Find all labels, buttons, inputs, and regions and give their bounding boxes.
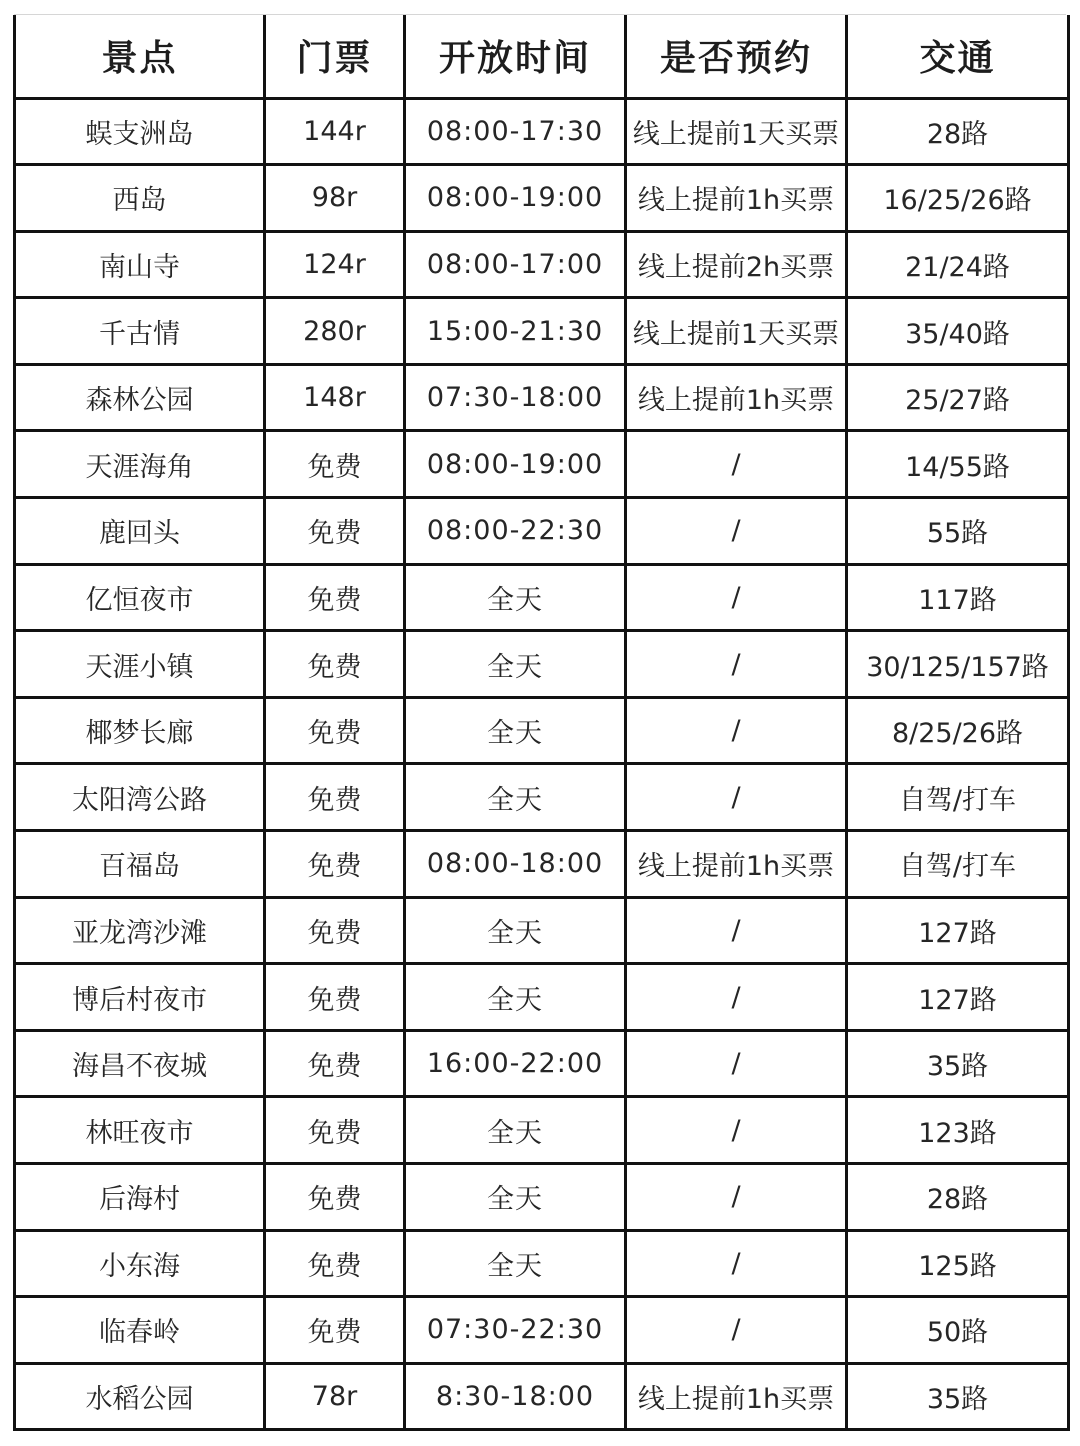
cell-ticket: 免费 <box>265 631 405 698</box>
table-row <box>15 165 1069 232</box>
table-row <box>15 764 1069 831</box>
cell-hours: 全天 <box>405 764 626 831</box>
cell-spot: 后海村 <box>15 1164 265 1231</box>
cell-transport: 自驾/打车 <box>847 764 1069 831</box>
cell-spot: 海昌不夜城 <box>15 1030 265 1097</box>
cell-transport: 55路 <box>847 498 1069 565</box>
cell-ticket: 免费 <box>265 697 405 764</box>
cell-reservation: / <box>626 1097 847 1164</box>
cell-ticket: 124r <box>265 231 405 298</box>
cell-spot: 亿恒夜市 <box>15 564 265 631</box>
header-transport: 交通 <box>847 15 1069 98</box>
cell-spot: 博后村夜市 <box>15 964 265 1031</box>
table-header <box>15 15 1069 98</box>
cell-hours: 全天 <box>405 1230 626 1297</box>
cell-reservation: 线上提前1h买票 <box>626 165 847 232</box>
table-row <box>15 364 1069 431</box>
cell-ticket: 免费 <box>265 1297 405 1364</box>
cell-reservation: 线上提前1h买票 <box>626 1363 847 1430</box>
cell-spot: 百福岛 <box>15 831 265 898</box>
header-ticket: 门票 <box>265 15 405 98</box>
cell-hours: 08:00-19:00 <box>405 165 626 232</box>
cell-spot: 天涯小镇 <box>15 631 265 698</box>
table-row <box>15 431 1069 498</box>
cell-ticket: 免费 <box>265 831 405 898</box>
cell-hours: 07:30-18:00 <box>405 364 626 431</box>
cell-transport: 125路 <box>847 1230 1069 1297</box>
cell-spot: 天涯海角 <box>15 431 265 498</box>
cell-ticket: 免费 <box>265 431 405 498</box>
table-row <box>15 1097 1069 1164</box>
cell-ticket: 144r <box>265 98 405 165</box>
cell-hours: 16:00-22:00 <box>405 1030 626 1097</box>
table-body <box>15 98 1069 1430</box>
cell-reservation: / <box>626 1030 847 1097</box>
cell-spot: 蜈支洲岛 <box>15 98 265 165</box>
cell-spot: 西岛 <box>15 165 265 232</box>
cell-transport: 8/25/26路 <box>847 697 1069 764</box>
cell-reservation: / <box>626 964 847 1031</box>
table-row <box>15 1164 1069 1231</box>
cell-transport: 35路 <box>847 1363 1069 1430</box>
cell-ticket: 98r <box>265 165 405 232</box>
cell-reservation: 线上提前1h买票 <box>626 364 847 431</box>
cell-spot: 临春岭 <box>15 1297 265 1364</box>
cell-hours: 08:00-19:00 <box>405 431 626 498</box>
cell-transport: 自驾/打车 <box>847 831 1069 898</box>
cell-reservation: / <box>626 631 847 698</box>
cell-reservation: 线上提前1h买票 <box>626 831 847 898</box>
cell-ticket: 免费 <box>265 498 405 565</box>
cell-reservation: / <box>626 498 847 565</box>
table-row <box>15 831 1069 898</box>
cell-ticket: 78r <box>265 1363 405 1430</box>
table-row <box>15 631 1069 698</box>
cell-transport: 28路 <box>847 98 1069 165</box>
table-row <box>15 98 1069 165</box>
table-row <box>15 498 1069 565</box>
cell-transport: 127路 <box>847 897 1069 964</box>
cell-reservation: / <box>626 897 847 964</box>
cell-reservation: 线上提前2h买票 <box>626 231 847 298</box>
cell-transport: 123路 <box>847 1097 1069 1164</box>
cell-transport: 35/40路 <box>847 298 1069 365</box>
cell-ticket: 免费 <box>265 897 405 964</box>
cell-hours: 全天 <box>405 697 626 764</box>
table-row <box>15 1230 1069 1297</box>
cell-reservation: / <box>626 764 847 831</box>
cell-transport: 30/125/157路 <box>847 631 1069 698</box>
cell-spot: 小东海 <box>15 1230 265 1297</box>
table-row <box>15 964 1069 1031</box>
cell-transport: 28路 <box>847 1164 1069 1231</box>
cell-reservation: / <box>626 1230 847 1297</box>
table-row <box>15 1297 1069 1364</box>
cell-hours: 08:00-17:00 <box>405 231 626 298</box>
cell-transport: 117路 <box>847 564 1069 631</box>
cell-ticket: 免费 <box>265 1230 405 1297</box>
cell-transport: 35路 <box>847 1030 1069 1097</box>
table-row <box>15 231 1069 298</box>
cell-spot: 鹿回头 <box>15 498 265 565</box>
cell-hours: 全天 <box>405 1097 626 1164</box>
cell-transport: 16/25/26路 <box>847 165 1069 232</box>
cell-hours: 全天 <box>405 631 626 698</box>
cell-transport: 127路 <box>847 964 1069 1031</box>
cell-hours: 全天 <box>405 897 626 964</box>
cell-reservation: / <box>626 1164 847 1231</box>
cell-spot: 南山寺 <box>15 231 265 298</box>
table-row <box>15 298 1069 365</box>
cell-spot: 椰梦长廊 <box>15 697 265 764</box>
cell-spot: 水稻公园 <box>15 1363 265 1430</box>
cell-hours: 8:30-18:00 <box>405 1363 626 1430</box>
cell-ticket: 280r <box>265 298 405 365</box>
cell-spot: 太阳湾公路 <box>15 764 265 831</box>
cell-transport: 21/24路 <box>847 231 1069 298</box>
cell-reservation: / <box>626 564 847 631</box>
cell-ticket: 免费 <box>265 564 405 631</box>
cell-reservation: / <box>626 697 847 764</box>
cell-hours: 全天 <box>405 964 626 1031</box>
cell-ticket: 免费 <box>265 1097 405 1164</box>
cell-spot: 千古情 <box>15 298 265 365</box>
cell-hours: 全天 <box>405 564 626 631</box>
cell-transport: 50路 <box>847 1297 1069 1364</box>
cell-reservation: / <box>626 1297 847 1364</box>
cell-hours: 08:00-18:00 <box>405 831 626 898</box>
cell-ticket: 148r <box>265 364 405 431</box>
cell-spot: 林旺夜市 <box>15 1097 265 1164</box>
table-row <box>15 697 1069 764</box>
table-row <box>15 564 1069 631</box>
cell-hours: 15:00-21:30 <box>405 298 626 365</box>
cell-ticket: 免费 <box>265 1030 405 1097</box>
table-row <box>15 1363 1069 1430</box>
cell-ticket: 免费 <box>265 1164 405 1231</box>
cell-ticket: 免费 <box>265 964 405 1031</box>
cell-spot: 森林公园 <box>15 364 265 431</box>
header-row <box>15 15 1069 98</box>
cell-transport: 25/27路 <box>847 364 1069 431</box>
cell-ticket: 免费 <box>265 764 405 831</box>
header-spot: 景点 <box>15 15 265 98</box>
header-reservation: 是否预约 <box>626 15 847 98</box>
table-row <box>15 1030 1069 1097</box>
cell-reservation: 线上提前1天买票 <box>626 98 847 165</box>
cell-spot: 亚龙湾沙滩 <box>15 897 265 964</box>
cell-hours: 07:30-22:30 <box>405 1297 626 1364</box>
table-row <box>15 897 1069 964</box>
cell-reservation: / <box>626 431 847 498</box>
cell-hours: 08:00-22:30 <box>405 498 626 565</box>
cell-hours: 08:00-17:30 <box>405 98 626 165</box>
cell-transport: 14/55路 <box>847 431 1069 498</box>
header-hours: 开放时间 <box>405 15 626 98</box>
cell-hours: 全天 <box>405 1164 626 1231</box>
attractions-table <box>13 15 1070 1431</box>
cell-reservation: 线上提前1天买票 <box>626 298 847 365</box>
